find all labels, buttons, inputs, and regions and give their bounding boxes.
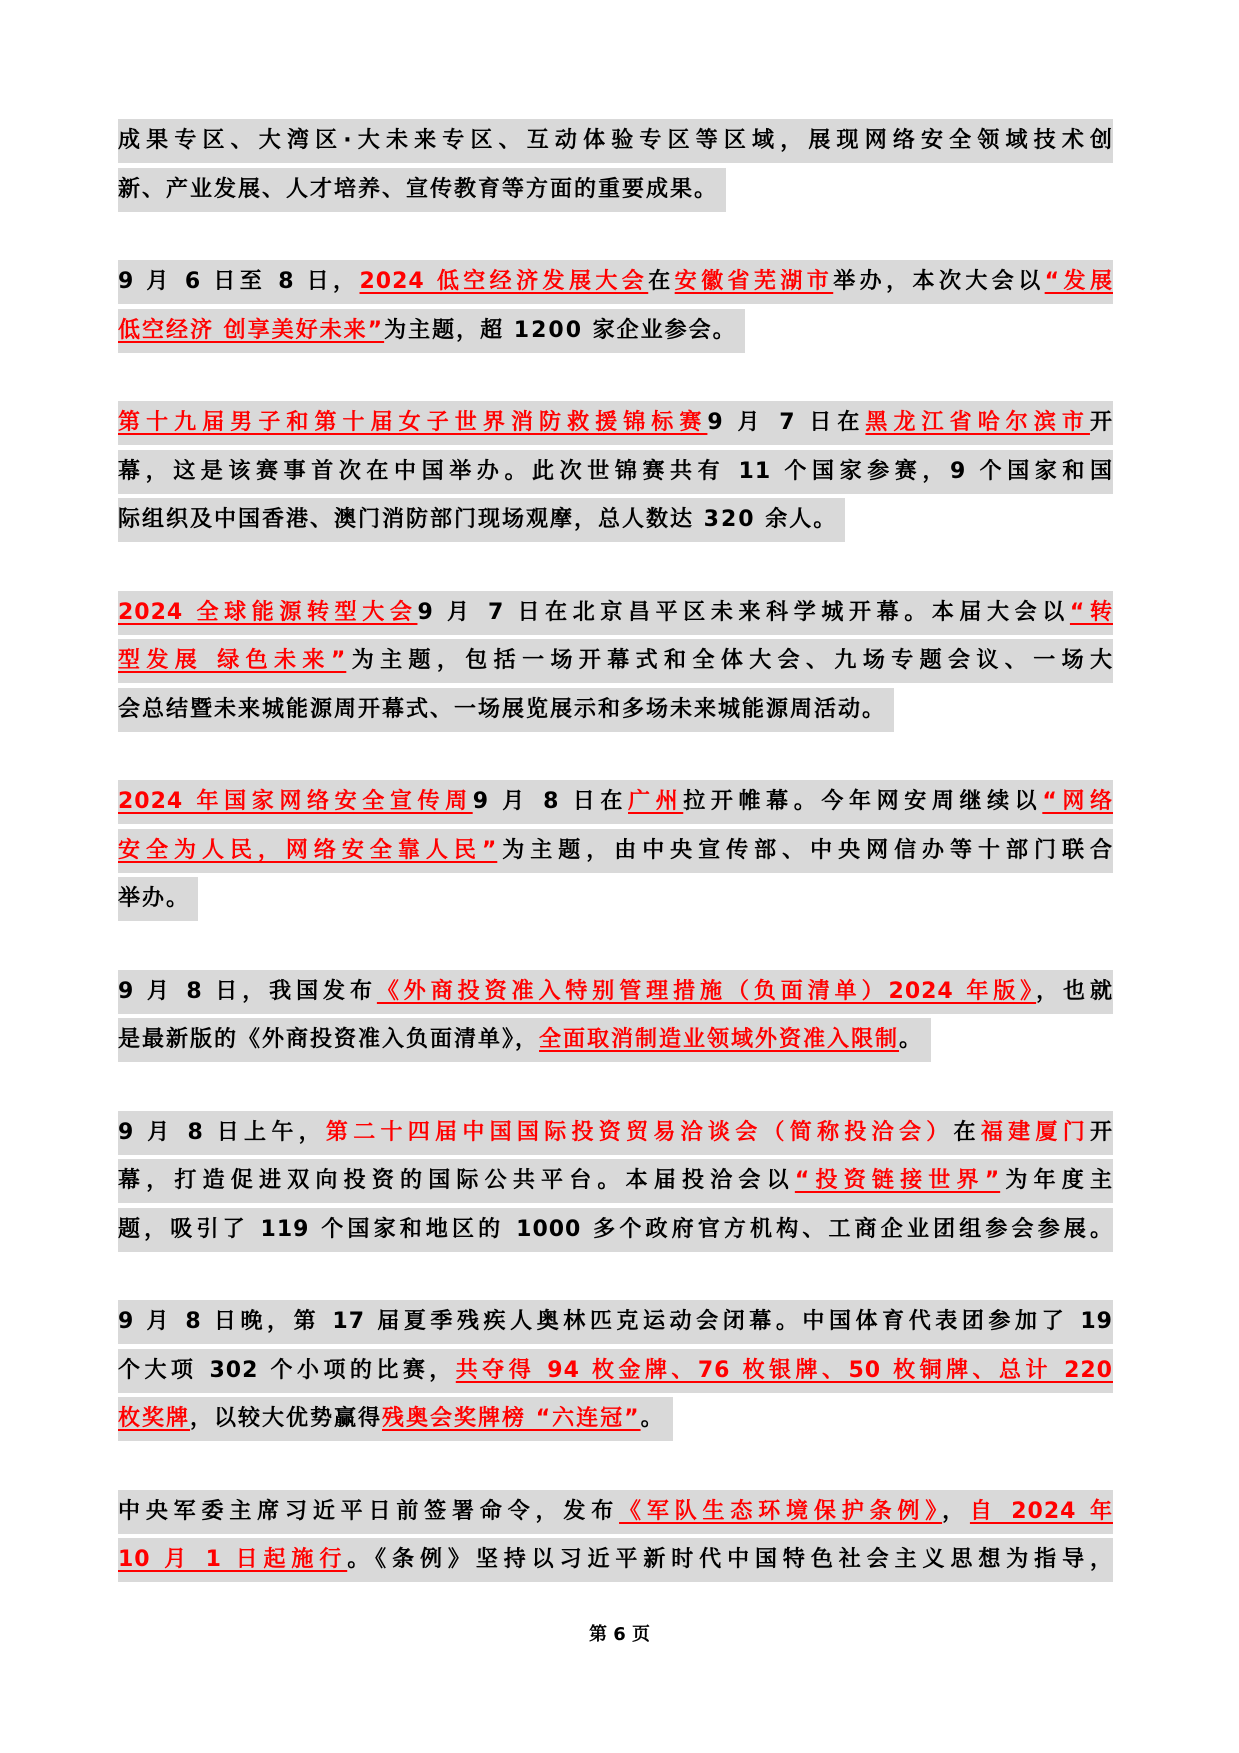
body-text: ， [942, 1498, 970, 1524]
underlined-key-phrase: 《军队生态环境保护条例》 [619, 1498, 943, 1524]
underlined-key-phrase: 安徽省芜湖市 [674, 269, 834, 294]
body-text: 幕，打造促进双向投资的国际公共平台。本届投洽会以 [118, 1168, 795, 1193]
underlined-key-phrase: 广州 [628, 789, 684, 814]
highlighted-text-line [118, 119, 1113, 163]
body-text: 个大项 302 个小项的比赛， [118, 1357, 456, 1383]
highlighted-text-line [118, 780, 1113, 824]
body-text: 会总结暨未来城能源周开幕式、一场展览展示和多场未来城能源周活动。 [118, 696, 887, 722]
highlighted-text-line [118, 1111, 1113, 1155]
paragraph [118, 260, 1113, 353]
underlined-key-phrase: “网络 [1042, 789, 1114, 814]
body-text: 中央军委主席习近平日前签署命令，发布 [118, 1498, 620, 1524]
body-text: 9 月 7 日在 [707, 410, 866, 435]
highlighted-text-line [118, 829, 1113, 873]
highlighted-text-line [118, 260, 1113, 304]
highlighted-text-line [118, 309, 745, 353]
underlined-key-phrase: 《外商投资准入特别管理措施（负面清单）2024 年版》 [376, 978, 1037, 1004]
body-text: 为主题，包括一场开幕式和全体大会、九场专题会议、一场大 [346, 648, 1113, 673]
body-text: 拉开帷幕。今年网安周继续以 [683, 789, 1043, 814]
highlighted-text-line [118, 498, 845, 542]
body-text: 9 月 6 日至 8 日， [118, 269, 360, 294]
underlined-key-phrase: 第十九届男子和第十届女子世界消防救援锦标赛 [118, 410, 708, 435]
highlighted-text-line [118, 1538, 1113, 1582]
page-number: 第 6 页 [588, 1624, 651, 1645]
body-text: 是最新版的《外商投资准入负面清单》， [118, 1027, 540, 1052]
body-text: 开 [1089, 1119, 1113, 1145]
body-text: 际组织及中国香港、澳门消防部门现场观摩，总人数达 320 余人。 [118, 507, 838, 532]
body-text: 新、产业发展、人才培养、宣传教育等方面的重要成果。 [118, 176, 719, 202]
paragraph [118, 970, 1113, 1063]
body-text: 。《条例》坚持以习近平新时代中国特色社会主义思想为指导， [347, 1547, 1113, 1572]
highlighted-text-line [118, 591, 1113, 635]
highlighted-text-line [118, 1159, 1113, 1203]
underlined-key-phrase: 全面取消制造业领域外资准入限制 [539, 1027, 900, 1052]
body-text: 。 [899, 1027, 924, 1052]
highlighted-text-line [118, 639, 1113, 683]
red-key-phrase: 福建厦门 [980, 1119, 1090, 1145]
body-text: 幕，这是该赛事首次在中国举办。此次世锦赛共有 11 个国家参赛，9 个国家和国 [118, 458, 1113, 484]
paragraph [118, 1300, 1113, 1441]
underlined-key-phrase: 2024 年国家网络安全宣传周 [118, 789, 473, 814]
document-body [118, 119, 1113, 1631]
paragraph [118, 1111, 1113, 1252]
highlighted-text-line [118, 168, 726, 212]
body-text: 举办。 [118, 886, 191, 911]
underlined-key-phrase: 安全为人民，网络安全靠人民” [118, 837, 498, 863]
underlined-key-phrase: 型发展 绿色未来” [118, 648, 347, 673]
highlighted-text-line [118, 1208, 1113, 1252]
underlined-key-phrase: 10 月 1 日起施行 [118, 1547, 348, 1572]
underlined-key-phrase: “发展 [1044, 269, 1113, 294]
body-text: ，以较大优势赢得 [190, 1406, 383, 1431]
underlined-key-phrase: 共夺得 94 枚金牌、76 枚银牌、50 枚铜牌、总计 220 [455, 1357, 1113, 1383]
body-text: 。 [640, 1406, 665, 1431]
body-text: 9 月 8 日，我国发布 [118, 978, 377, 1004]
underlined-key-phrase: “转 [1069, 599, 1113, 625]
highlighted-text-line [118, 1300, 1113, 1344]
body-text: 开 [1089, 410, 1113, 435]
highlighted-text-line [118, 1397, 673, 1441]
body-text: 9 月 8 日上午， [118, 1119, 326, 1145]
highlighted-text-line [118, 970, 1113, 1014]
paragraph [118, 119, 1113, 212]
body-text: 成果专区、大湾区·大未来专区、互动体验专区等区域，展现网络安全领域技术创 [118, 128, 1113, 153]
body-text: 9 月 8 日在 [472, 789, 629, 814]
paragraph [118, 1490, 1113, 1583]
highlighted-text-line [118, 688, 894, 732]
highlighted-text-line [118, 1349, 1113, 1393]
underlined-key-phrase: 黑龙江省哈尔滨市 [865, 410, 1090, 435]
body-text: 在 [953, 1119, 981, 1145]
underlined-key-phrase: 枚奖牌 [118, 1406, 191, 1431]
body-text: 为年度主 [1000, 1168, 1113, 1193]
underlined-key-phrase: “投资链接世界” [794, 1168, 1001, 1193]
underlined-key-phrase: 2024 低空经济发展大会 [359, 269, 649, 294]
body-text: 9 月 8 日晚，第 17 届夏季残疾人奥林匹克运动会闭幕。中国体育代表团参加了 19 [118, 1309, 1113, 1334]
body-text: 在 [648, 269, 675, 294]
highlighted-text-line [118, 450, 1113, 494]
red-key-phrase: 第二十四届中国国际投资贸易洽谈会（简称投洽会） [325, 1119, 954, 1145]
body-text: ，也就 [1036, 978, 1113, 1004]
body-text: 为主题，由中央宣传部、中央网信办等十部门联合 [497, 837, 1113, 863]
body-text: 为主题，超 1200 家企业参会。 [384, 317, 737, 343]
underlined-key-phrase: 2024 全球能源转型大会 [118, 599, 418, 625]
underlined-key-phrase: 自 2024 年 [969, 1498, 1113, 1524]
body-text: 举办，本次大会以 [833, 269, 1045, 294]
highlighted-text-line [118, 877, 198, 921]
paragraph [118, 591, 1113, 732]
body-text: 题，吸引了 119 个国家和地区的 1000 多个政府官方机构、工商企业团组参会参展。 [118, 1216, 1113, 1242]
underlined-key-phrase: 残奥会奖牌榜 “六连冠” [382, 1406, 641, 1431]
highlighted-text-line [118, 401, 1113, 445]
paragraph [118, 780, 1113, 921]
underlined-key-phrase: 低空经济 创享美好未来” [118, 317, 385, 343]
paragraph [118, 401, 1113, 542]
body-text: 9 月 7 日在北京昌平区未来科学城开幕。本届大会以 [417, 599, 1070, 625]
highlighted-text-line [118, 1490, 1113, 1534]
highlighted-text-line [118, 1018, 931, 1062]
